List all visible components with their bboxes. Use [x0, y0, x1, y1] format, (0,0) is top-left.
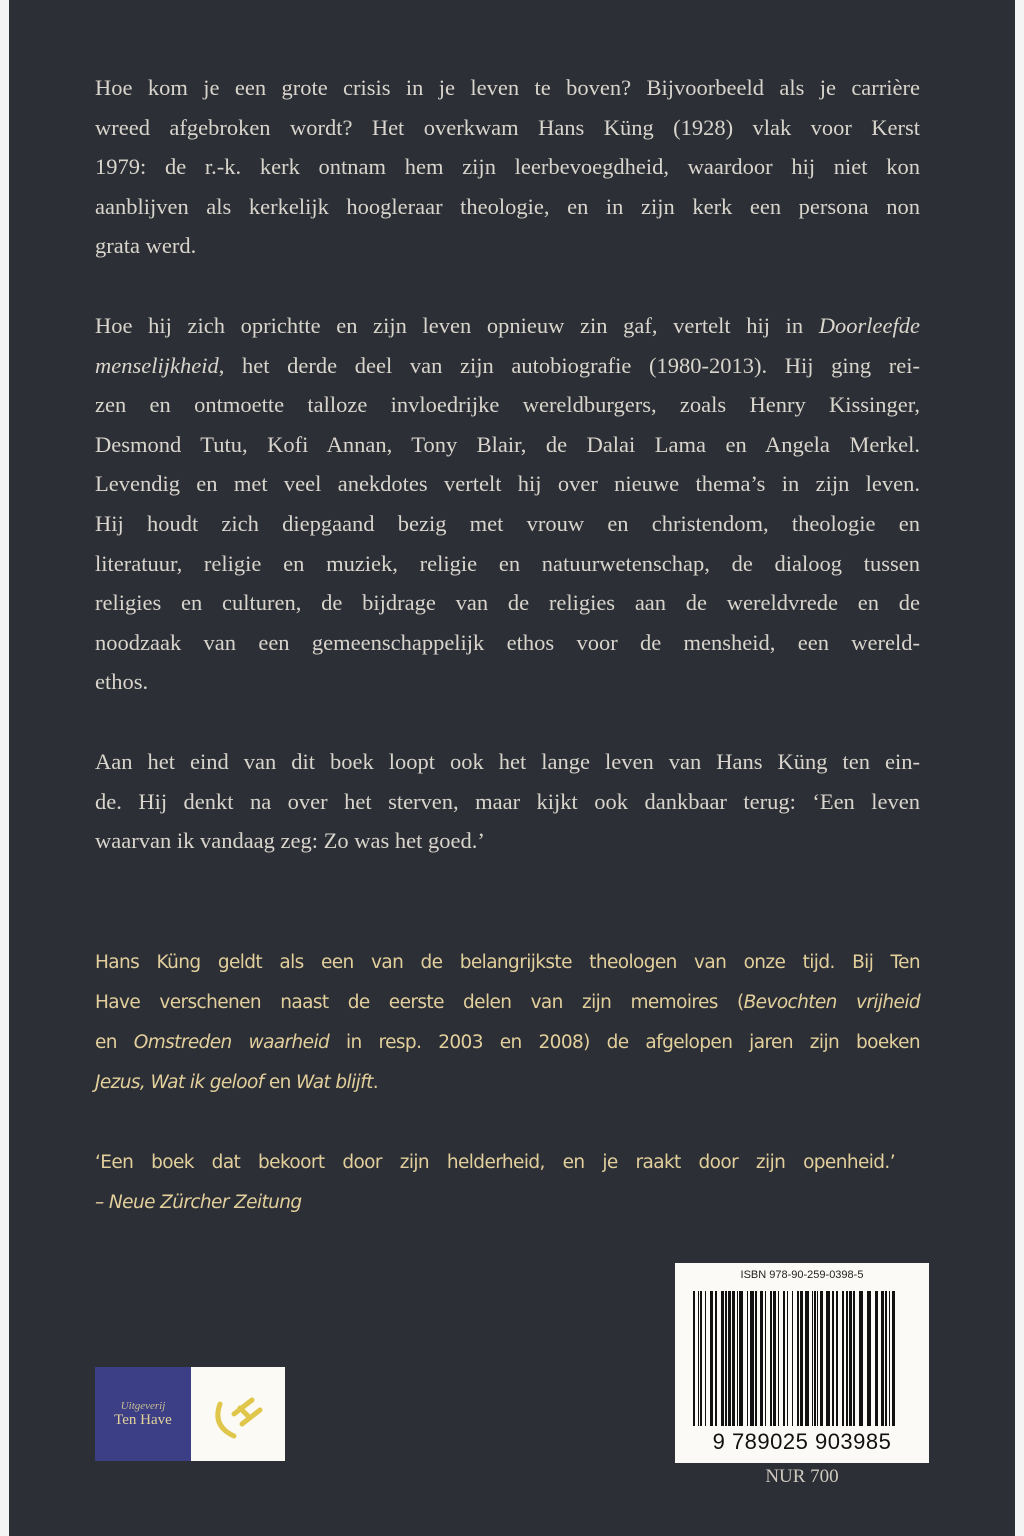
- barcode-bar: [755, 1291, 757, 1426]
- barcode-bar: [773, 1291, 776, 1426]
- text-line: [95, 306, 920, 346]
- barcode-bar: [859, 1291, 863, 1426]
- barcode-bar: [842, 1291, 844, 1426]
- publisher-mark-icon: [191, 1367, 285, 1461]
- barcode-bar: [783, 1291, 785, 1426]
- text: Desmond Tutu, Kofi Annan, Tony Blair, de Dalai Lama en Angela Merkel.: [95, 431, 920, 457]
- text-line: [95, 782, 920, 822]
- isbn-barcode: [675, 1263, 929, 1463]
- text-line: [95, 1023, 920, 1063]
- text-line: [95, 943, 920, 983]
- barcode-bar: [800, 1291, 803, 1426]
- text: Hoe kom je een grote crisis in je leven te boven? Bijvoorbeeld als je carrière: [95, 75, 920, 100]
- text-line: [95, 1063, 920, 1103]
- text-line: [95, 983, 920, 1023]
- publisher-logo-label: [95, 1367, 191, 1461]
- barcode-bar: [715, 1291, 717, 1426]
- barcode-bar: [832, 1291, 834, 1426]
- text-line: [95, 544, 920, 584]
- barcode-bar: [836, 1291, 838, 1426]
- text-line: [95, 385, 920, 425]
- italic-text: Doorleefde: [818, 313, 920, 338]
- text: , het derde deel van zijn autobiografie (1980-2013). Hij ging rei-: [218, 352, 920, 378]
- text-line: [95, 504, 920, 544]
- barcode-bar: [814, 1291, 816, 1426]
- italic-text: – Neue Zürcher Zeitung: [95, 1192, 302, 1213]
- text: religies en culturen, de bijdrage van de religies aan de wereldvrede en de: [95, 590, 920, 616]
- text: in resp. 2003 en 2008) de afgelopen jaren zijn boeken: [329, 1032, 920, 1053]
- barcode-bar: [853, 1291, 855, 1426]
- text: wreed afgebroken wordt? Het overkwam Hans Küng (1928) vlak voor Kerst: [95, 114, 920, 140]
- barcode-bar: [732, 1291, 735, 1426]
- blurb-paragraph-2: [95, 306, 920, 702]
- barcode-bar: [739, 1291, 743, 1426]
- text: Hans Küng geldt als een van de belangrijkste theologen van onze tijd. Bij Ten: [95, 952, 920, 973]
- text: Have verschenen naast de eerste delen van zijn memoires (: [95, 992, 744, 1013]
- barcode-bar: [826, 1291, 830, 1426]
- barcode-bar: [750, 1291, 754, 1426]
- barcode-bar: [846, 1291, 848, 1426]
- italic-text: Jezus, Wat ik geloof: [95, 1072, 264, 1093]
- text-line: [95, 742, 920, 782]
- text: ethos.: [95, 669, 149, 695]
- text: noodzaak van een gemeenschappelijk ethos voor de mensheid, een wereld-: [95, 629, 920, 655]
- barcode-bar: [725, 1291, 727, 1426]
- italic-text: Omstreden waarheid: [133, 1032, 330, 1053]
- publisher-small-text: Uitgeverij: [120, 1399, 166, 1412]
- barcode-bar: [700, 1291, 702, 1426]
- barcode-bar: [787, 1291, 788, 1426]
- text: waarvan ik vandaag zeg: Zo was het goed.’: [95, 828, 485, 854]
- barcode-bar: [747, 1291, 748, 1426]
- text: de. Hij denkt na over het sterven, maar kijkt ook dankbaar terug: ‘Een leven: [95, 788, 920, 814]
- barcode-digits: 9 789025 903985: [712, 1429, 892, 1454]
- barcode-bar: [797, 1291, 799, 1426]
- press-quote: [95, 1143, 895, 1223]
- text-line: [95, 68, 920, 108]
- text-line: [95, 346, 920, 386]
- barcode-bar: [737, 1291, 738, 1426]
- text: en: [263, 1072, 297, 1093]
- text-line: [95, 583, 920, 623]
- barcode-bar: [820, 1291, 823, 1426]
- text: grata werd.: [95, 233, 197, 259]
- italic-text: Wat blijft: [296, 1072, 373, 1093]
- text: Hij houdt zich diepgaand bezig met vrouw en christendom, theologie en: [95, 510, 920, 536]
- text-line: [95, 623, 920, 663]
- text: 1979: de r.-k. kerk ontnam hem zijn leerbevoegdheid, waardoor hij niet kon: [95, 154, 920, 180]
- isbn-text: ISBN 978-90-259-0398-5: [740, 1269, 864, 1281]
- publisher-logo: [95, 1367, 285, 1461]
- barcode-bar: [698, 1291, 699, 1426]
- text: en: [95, 1032, 134, 1053]
- barcode-bar: [812, 1291, 813, 1426]
- barcode-bar: [792, 1291, 793, 1426]
- text-line: [95, 108, 920, 148]
- italic-text: Bevochten vrijheid: [743, 992, 920, 1013]
- barcode-bar: [770, 1291, 772, 1426]
- blurb-paragraph-1: [95, 68, 920, 266]
- text-line: [95, 226, 920, 266]
- barcode-bars: [693, 1291, 898, 1426]
- barcode-bar: [867, 1291, 871, 1426]
- text: aanblijven als kerkelijk hoogleraar theologie, en in zijn kerk een persona non: [95, 193, 920, 219]
- barcode-bar: [693, 1291, 695, 1426]
- text-line: [95, 662, 920, 702]
- text-line: [95, 187, 920, 227]
- barcode-bar: [765, 1291, 766, 1426]
- barcode-bar: [705, 1291, 706, 1426]
- barcode-bar: [805, 1291, 809, 1426]
- text: Hoe hij zich oprichtte en zijn leven opnieuw zin gaf, vertelt hij in: [95, 313, 819, 338]
- barcode-bar: [889, 1291, 890, 1426]
- barcode-bar: [817, 1291, 818, 1426]
- barcode-bar: [778, 1291, 779, 1426]
- barcode-bar: [892, 1291, 895, 1426]
- barcode-bar: [875, 1291, 878, 1426]
- text: literatuur, religie en muziek, religie en natuurwetenschap, de dialoog tussen: [95, 550, 920, 576]
- barcode-bar: [728, 1291, 731, 1426]
- text-line: [95, 821, 920, 861]
- italic-text: menselijkheid: [95, 352, 219, 378]
- barcode-bar: [760, 1291, 763, 1426]
- author-note: [95, 943, 920, 1103]
- text: ‘Een boek dat bekoort door zijn helderheid, en je raakt door zijn openheid.’: [95, 1152, 895, 1173]
- publisher-name: Ten Have: [114, 1411, 172, 1428]
- text: Levendig en met veel anekdotes vertelt hij over nieuwe thema’s in zijn leven.: [95, 471, 920, 497]
- text-line: [95, 147, 920, 187]
- blurb-paragraph-3: [95, 742, 920, 861]
- text: Aan het eind van dit boek loopt ook het lange leven van Hans Küng ten ein-: [95, 749, 920, 774]
- nur-code: NUR 700: [765, 1466, 839, 1487]
- text: .: [372, 1072, 379, 1093]
- barcode-bar: [710, 1291, 713, 1426]
- barcode-bar: [849, 1291, 852, 1426]
- text-line: [95, 464, 920, 504]
- text-line: [95, 425, 920, 465]
- text: zen en ontmoette talloze invloedrijke wereldburgers, zoals Henry Kissinger,: [95, 392, 920, 418]
- text-line: [95, 1143, 895, 1183]
- text-line: [95, 1183, 895, 1223]
- barcode-bar: [881, 1291, 884, 1426]
- barcode-bar: [885, 1291, 887, 1426]
- barcode-bar: [721, 1291, 724, 1426]
